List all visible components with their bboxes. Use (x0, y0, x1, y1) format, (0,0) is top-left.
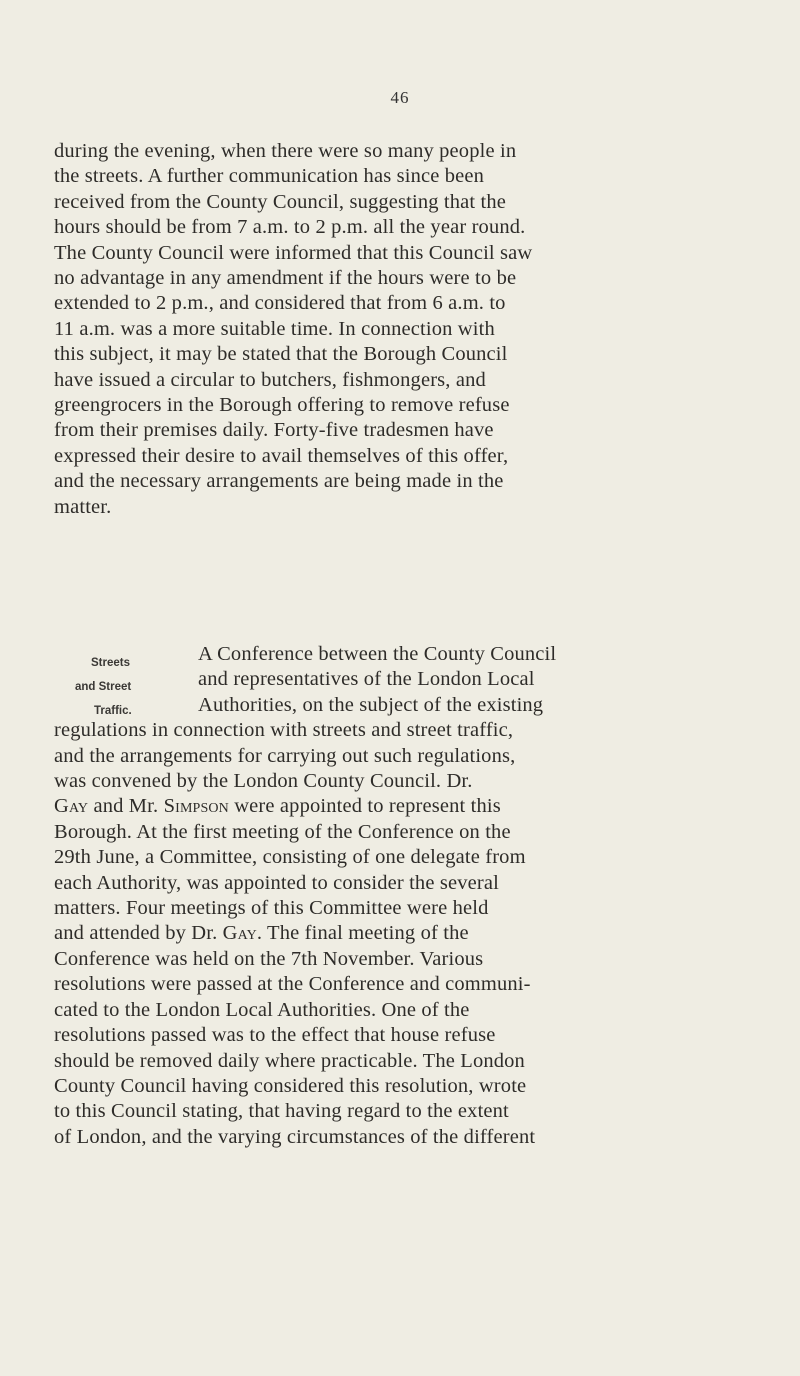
text-line: during the evening, when there were so many people in (54, 140, 517, 162)
text-line: 29th June, a Committee, consisting of one delegate from (54, 846, 526, 869)
text-line: regulations in connection with streets and street traffic, (54, 719, 514, 742)
text-line: and representatives of the London Local (198, 668, 535, 691)
text-fragment: and Mr. (88, 795, 164, 818)
text-line: 11 a.m. was a more suitable time. In connection with (54, 317, 495, 340)
text-line: greengrocers in the Borough offering to remove refuse (54, 394, 510, 417)
text-line (54, 794, 720, 819)
side-note-line: Traffic. (94, 705, 132, 717)
text-line: resolutions were passed at the Conference and communi- (54, 973, 531, 996)
text-line: cated to the London Local Authorities. One of the (54, 998, 470, 1021)
text-line: Conference was held on the 7th November. Various (54, 947, 484, 970)
text-line: should be removed daily where practicable. The London (54, 1049, 525, 1072)
text-line: The County Council were informed that this Council saw (54, 241, 533, 264)
text-line: from their premises daily. Forty-five tradesmen have (54, 419, 494, 442)
page-number: 46 (390, 88, 410, 107)
text-line: Borough. At the first meeting of the Conference on the (54, 820, 511, 843)
text-line: Authorities, on the subject of the existing (198, 693, 544, 716)
text-line: the streets. A further communication has since been (54, 165, 485, 188)
text-line: A Conference between the County Council (198, 643, 557, 665)
text-line: resolutions passed was to the effect that house refuse (54, 1024, 496, 1047)
text-line: received from the County Council, suggesting that the (54, 190, 507, 213)
person-name: Gay (222, 922, 257, 945)
paragraph-refuse-hours (54, 139, 720, 520)
text-line: extended to 2 p.m., and considered that from 6 a.m. to (54, 292, 506, 315)
text-fragment: and attended by Dr. (54, 922, 223, 945)
text-line: expressed their desire to avail themselves of this offer, (54, 444, 509, 467)
text-line (54, 921, 720, 946)
text-line: this subject, it may be stated that the Borough Council (54, 343, 508, 366)
text-line: was convened by the London County Council. Dr. (54, 770, 473, 793)
text-line: matter. (54, 495, 112, 518)
text-line: of London, and the varying circumstances of the different (54, 1125, 536, 1148)
side-note-line: Streets (91, 657, 130, 669)
text-line: to this Council stating, that having regard to the extent (54, 1100, 509, 1123)
text-line: no advantage in any amendment if the hours were to be (54, 267, 517, 290)
text-line: matters. Four meetings of this Committee were held (54, 897, 489, 920)
text-fragment: were appointed to represent this (228, 795, 501, 818)
paragraph-conference (54, 642, 720, 1150)
text-fragment: . The final meeting of the (256, 922, 469, 945)
text-line: County Council having considered this resolution, wrote (54, 1074, 527, 1097)
side-note-line: and Street (75, 681, 132, 693)
text-line: and the necessary arrangements are being made in the (54, 470, 504, 493)
text-line: each Authority, was appointed to consider the several (54, 871, 499, 894)
text-line: and the arrangements for carrying out such regulations, (54, 744, 516, 767)
person-name: Simpson (163, 795, 229, 818)
text-line: hours should be from 7 a.m. to 2 p.m. all the year round. (54, 216, 526, 239)
text-line: have issued a circular to butchers, fishmongers, and (54, 368, 486, 391)
person-name: Gay (54, 795, 89, 818)
